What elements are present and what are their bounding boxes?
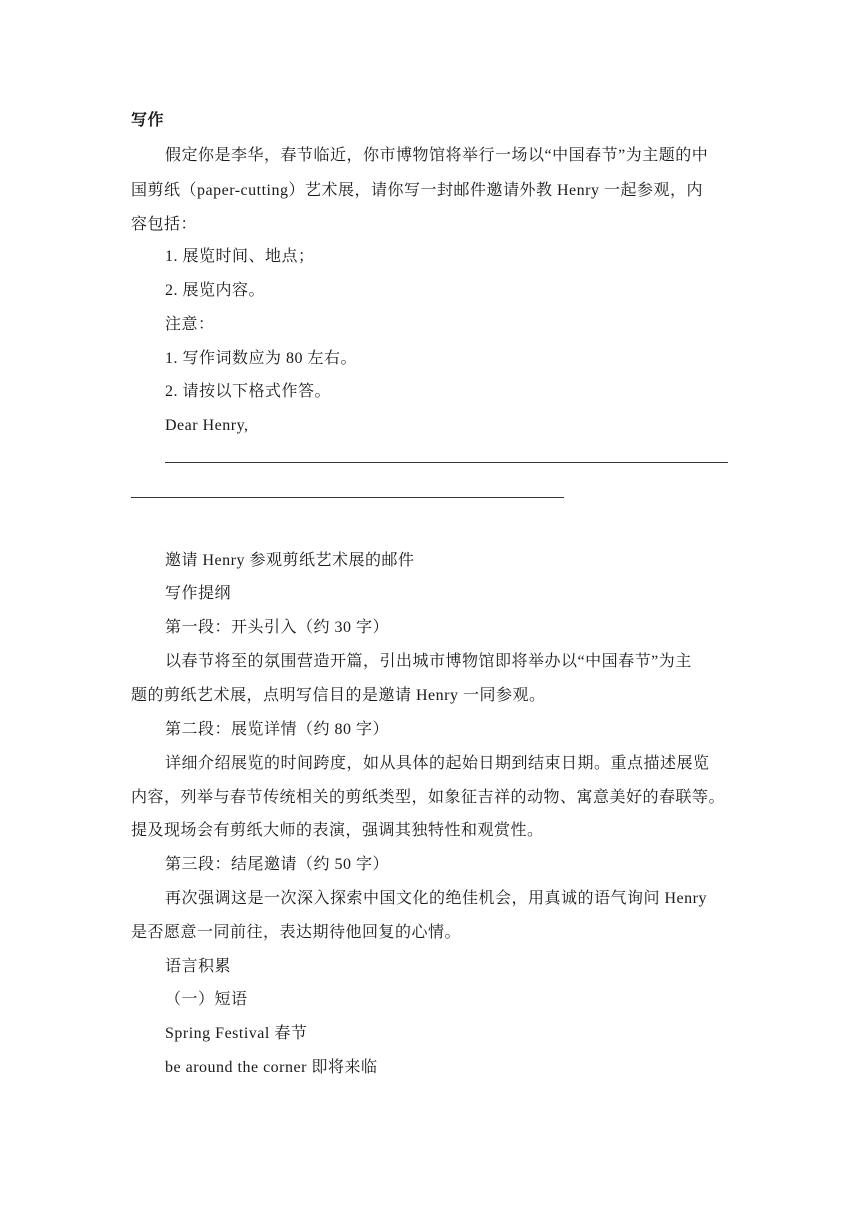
phrase-2: be around the corner 即将来临 — [165, 1059, 378, 1076]
note-item-2: 2. 请按以下格式作答。 — [165, 383, 332, 400]
para1-line-2: 题的剪纸艺术展，点明写信目的是邀请 Henry 一同参观。 — [131, 687, 546, 704]
answer-line-1 — [165, 462, 728, 463]
para2-line-2: 内容，列举与春节传统相关的剪纸类型，如象征吉祥的动物、寓意美好的春联等。 — [131, 789, 726, 806]
para3-line-1: 再次强调这是一次深入探索中国文化的绝佳机会，用真诚的语气询问 Henry — [165, 890, 707, 907]
para3-line-2: 是否愿意一同前往，表达期待他回复的心情。 — [131, 924, 462, 941]
task-line-2: 国剪纸（paper-cutting）艺术展，请你写一封邮件邀请外教 Henry 一起参观，内 — [131, 182, 703, 199]
task-line-1: 假定你是李华，春节临近，你市博物馆将举行一场以“中国春节”为主题的中 — [165, 147, 709, 164]
phrases-title: （一）短语 — [165, 991, 248, 1008]
para2-line-1: 详细介绍展览的时间跨度，如从具体的起始日期到结束日期。重点描述展览 — [165, 755, 710, 772]
answer-line-2 — [131, 497, 564, 498]
task-line-3: 容包括： — [131, 216, 198, 233]
language-title: 语言积累 — [165, 958, 232, 975]
para3-heading: 第三段：结尾邀请（约 50 字） — [165, 856, 390, 873]
outline-subtitle: 写作提纲 — [165, 585, 232, 602]
para1-line-1: 以春节将至的氛围营造开篇，引出城市博物馆即将举办以“中国春节”为主 — [165, 653, 692, 670]
note-label: 注意： — [165, 316, 215, 333]
para2-heading: 第二段：展览详情（约 80 字） — [165, 721, 390, 738]
task-item-2: 2. 展览内容。 — [165, 282, 266, 299]
outline-title: 邀请 Henry 参观剪纸艺术展的邮件 — [165, 552, 415, 569]
salutation: Dear Henry, — [165, 417, 249, 434]
phrase-1: Spring Festival 春节 — [165, 1025, 308, 1042]
note-item-1: 1. 写作词数应为 80 左右。 — [165, 350, 358, 367]
section-heading: 写作 — [131, 112, 165, 129]
para1-heading: 第一段：开头引入（约 30 字） — [165, 619, 390, 636]
task-item-1: 1. 展览时间、地点； — [165, 248, 315, 265]
para2-line-3: 提及现场会有剪纸大师的表演，强调其独特性和观赏性。 — [131, 822, 544, 839]
